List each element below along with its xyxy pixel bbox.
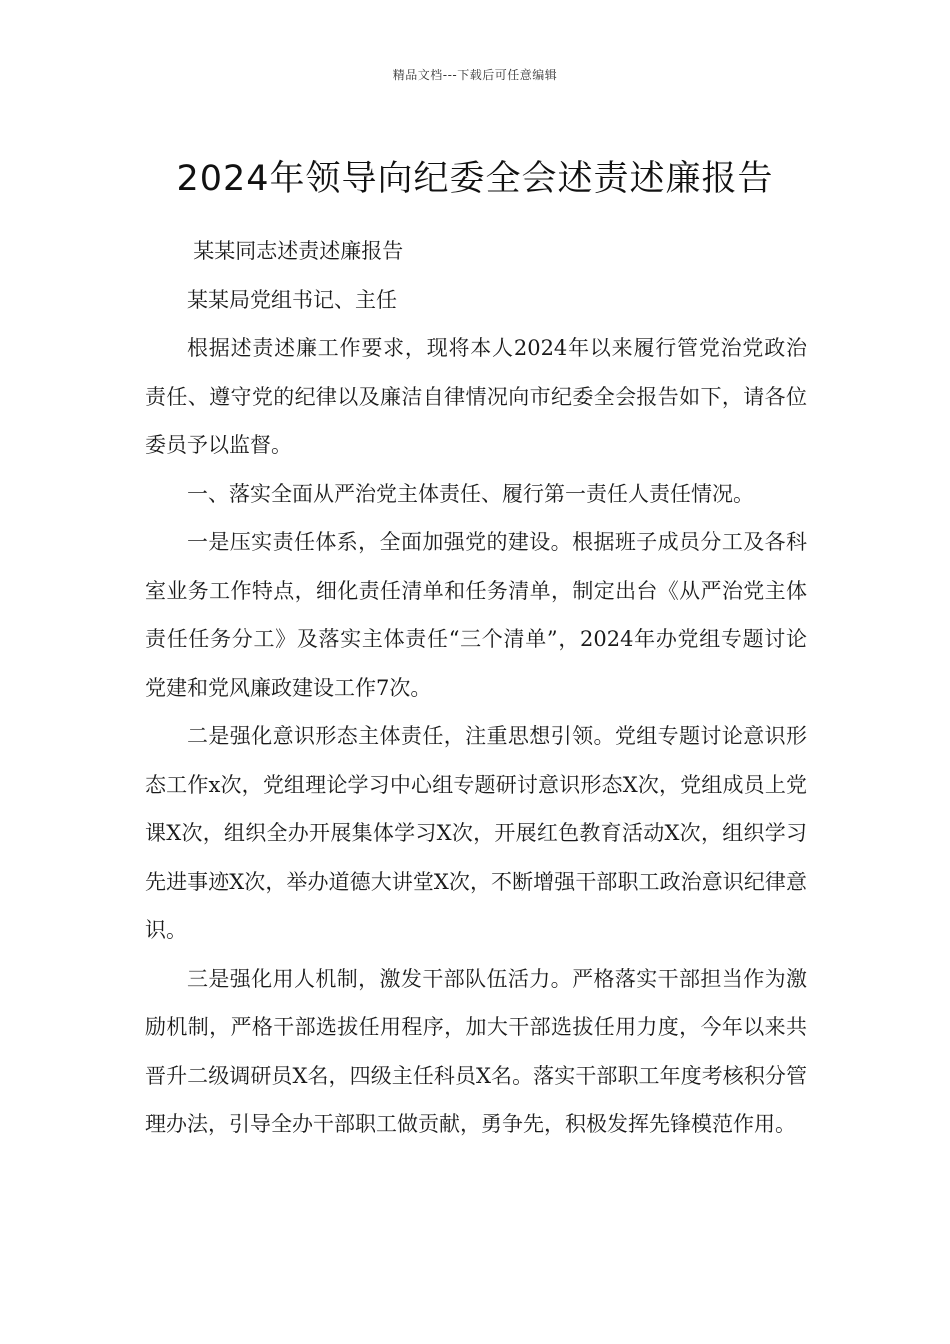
body-paragraph: 三是强化用人机制，激发干部队伍活力。严格落实干部担当作为激励机制，严格干部选拔任用程序，加大干部选拔任用力度，今年以来共晋升二级调研员X名，四级主任科员X名。落实干部职工年度考核积分管理办法，引导全办干部职工做贡献，勇争先，积极发挥先锋模范作用。: [145, 966, 807, 1136]
document-title: 2024年领导向纪委全会述责述廉报告: [176, 159, 774, 200]
document-body: [145, 227, 807, 1149]
author-position: 某某局党组书记、主任: [187, 287, 397, 312]
section-heading: 一、落实全面从严治党主体责任、履行第一责任人责任情况。: [187, 481, 754, 506]
body-paragraph: 一是压实责任体系，全面加强党的建设。根据班子成员分工及各科室业务工作特点，细化责任清单和任务清单，制定出台《从严治党主体责任任务分工》及落实主体责任“三个清单”，2024年办党组专题讨论党建和党风廉政建设工作7次。: [145, 530, 807, 700]
report-subtitle: 某某同志述责述廉报告: [193, 239, 404, 263]
header-note: 精品文档---下载后可任意编辑: [392, 68, 558, 82]
body-paragraph: 二是强化意识形态主体责任，注重思想引领。党组专题讨论意识形态工作x次，党组理论学习中心组专题研讨意识形态X次，党组成员上党课X次，组织全办开展集体学习X次，开展红色教育活动X次，组织学习先进事迹X次，举办道德大讲堂X次，不断增强干部职工政治意识纪律意识。: [145, 724, 807, 942]
intro-paragraph: 根据述责述廉工作要求，现将本人2024年以来履行管党治党政治责任、遵守党的纪律以及廉洁自律情况向市纪委全会报告如下，请各位委员予以监督。: [145, 336, 807, 457]
